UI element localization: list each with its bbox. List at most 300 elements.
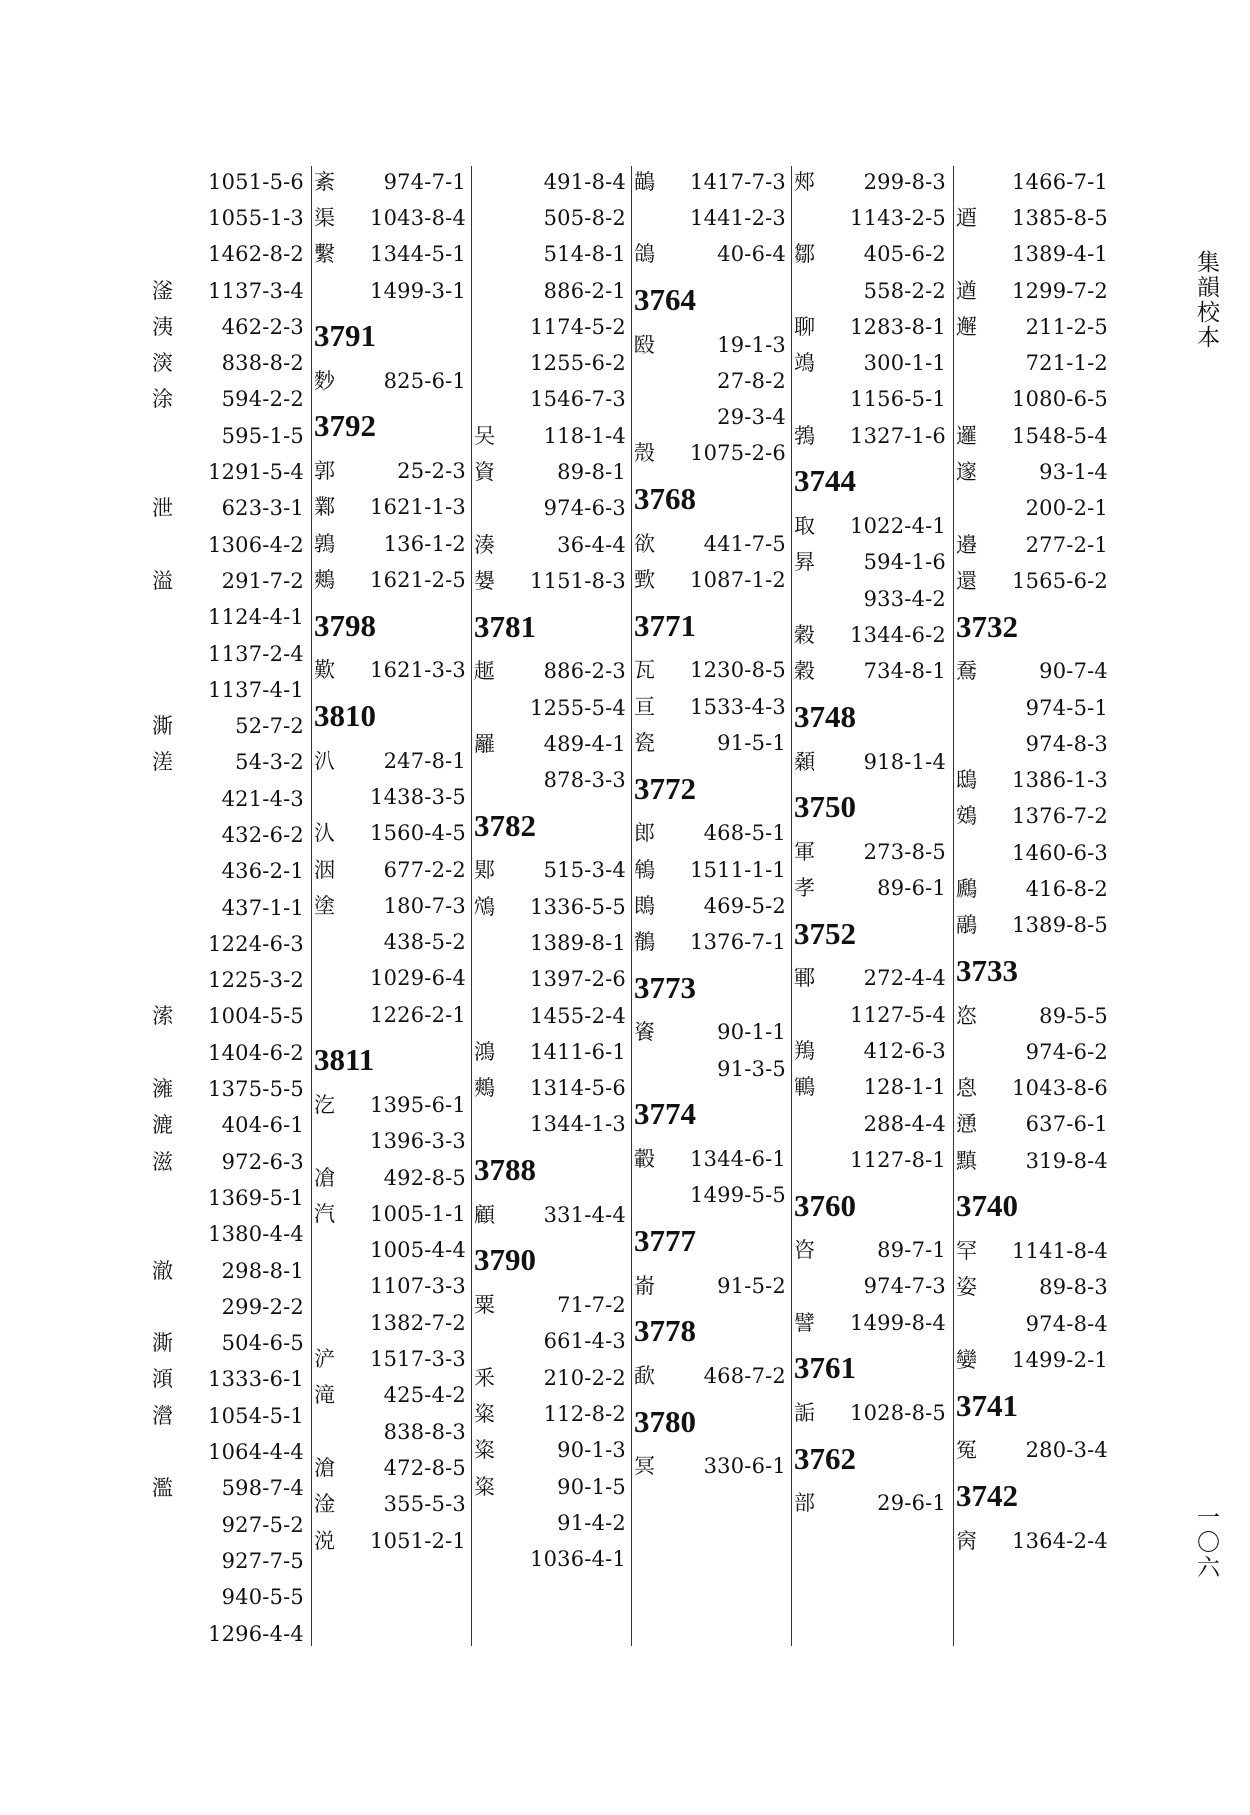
index-entry bbox=[794, 1486, 954, 1522]
entry-reference: 594-1-6 bbox=[863, 550, 946, 575]
entry-reference: 1005-4-4 bbox=[370, 1238, 466, 1263]
entry-reference: 1517-3-3 bbox=[370, 1347, 466, 1372]
index-entry bbox=[474, 1469, 634, 1505]
index-entry bbox=[634, 526, 794, 562]
entry-character: 欲 bbox=[634, 531, 655, 556]
index-entry bbox=[314, 237, 474, 273]
index-entry bbox=[794, 834, 954, 870]
entry-character: 滏 bbox=[152, 278, 173, 303]
index-entry bbox=[956, 273, 1116, 309]
index-entry bbox=[152, 1580, 312, 1616]
entry-character: 邃 bbox=[956, 460, 977, 485]
entry-character: 澈 bbox=[152, 1258, 173, 1283]
index-entry bbox=[474, 1034, 634, 1070]
section-heading: 3772 bbox=[634, 770, 696, 806]
entry-reference: 491-8-4 bbox=[543, 169, 626, 194]
entry-character: 鴿 bbox=[634, 242, 655, 267]
index-entry bbox=[152, 164, 312, 200]
entry-character: 㕦 bbox=[474, 423, 495, 448]
index-entry bbox=[152, 1071, 312, 1107]
index-entry bbox=[152, 1471, 312, 1507]
entry-reference: 52-7-2 bbox=[235, 714, 304, 739]
entry-character: 溠 bbox=[152, 750, 173, 775]
entry-character: 鴾 bbox=[634, 857, 655, 882]
entry-reference: 1404-6-2 bbox=[208, 1040, 304, 1065]
index-entry bbox=[152, 708, 312, 744]
entry-reference: 441-7-5 bbox=[703, 531, 786, 556]
entry-reference: 118-1-4 bbox=[543, 423, 626, 448]
entry-character: 釆 bbox=[474, 1365, 495, 1390]
entry-reference: 878-3-3 bbox=[543, 768, 626, 793]
index-entry bbox=[956, 998, 1116, 1034]
index-entry bbox=[314, 164, 474, 200]
section-heading: 3741 bbox=[956, 1387, 1018, 1423]
index-entry bbox=[152, 817, 312, 853]
index-entry bbox=[956, 1233, 1116, 1269]
index-entry bbox=[956, 418, 1116, 454]
index-entry bbox=[474, 962, 634, 998]
index-entry bbox=[314, 490, 474, 526]
entry-reference: 594-2-2 bbox=[221, 387, 304, 412]
entry-character: 鄒 bbox=[794, 242, 815, 267]
entry-character: 鶤 bbox=[794, 1075, 815, 1100]
entry-reference: 277-2-1 bbox=[1025, 532, 1108, 557]
entry-reference: 89-8-3 bbox=[1039, 1275, 1108, 1300]
entry-character: 涂 bbox=[152, 387, 173, 412]
entry-character: 澭 bbox=[152, 1077, 173, 1102]
index-entry bbox=[634, 653, 794, 689]
index-entry bbox=[956, 382, 1116, 418]
entry-reference: 1380-4-4 bbox=[208, 1222, 304, 1247]
entry-reference: 1327-1-6 bbox=[850, 423, 946, 448]
index-entry bbox=[794, 961, 954, 997]
entry-character: 鷞 bbox=[474, 1076, 495, 1101]
index-entry bbox=[956, 345, 1116, 381]
entry-reference: 25-2-3 bbox=[397, 459, 466, 484]
index-entry bbox=[474, 418, 634, 454]
index-entry bbox=[474, 1396, 634, 1432]
index-entry bbox=[634, 725, 794, 761]
entry-reference: 489-4-1 bbox=[543, 731, 626, 756]
index-entry bbox=[956, 309, 1116, 345]
index-entry bbox=[474, 1360, 634, 1396]
entry-reference: 1036-4-1 bbox=[530, 1547, 626, 1572]
entry-reference: 1064-4-4 bbox=[208, 1440, 304, 1465]
index-entry bbox=[152, 890, 312, 926]
entry-character: 鶓 bbox=[634, 169, 655, 194]
entry-reference: 128-1-1 bbox=[863, 1075, 946, 1100]
index-entry bbox=[152, 1180, 312, 1216]
entry-character: 涚 bbox=[314, 1528, 335, 1553]
entry-reference: 1029-6-4 bbox=[370, 966, 466, 991]
entry-character: 嫢 bbox=[474, 568, 495, 593]
index-entry bbox=[634, 1051, 794, 1087]
entry-character: 餈 bbox=[634, 1020, 655, 1045]
index-entry bbox=[314, 1124, 474, 1160]
entry-reference: 1382-7-2 bbox=[370, 1310, 466, 1335]
index-entry bbox=[474, 762, 634, 798]
entry-reference: 438-5-2 bbox=[383, 930, 466, 955]
index-entry bbox=[794, 508, 954, 544]
index-entry bbox=[634, 1141, 794, 1177]
entry-reference: 1124-4-1 bbox=[208, 605, 304, 630]
index-entry bbox=[314, 816, 474, 852]
entry-character: 鴗 bbox=[794, 351, 815, 376]
entry-reference: 1137-2-4 bbox=[208, 641, 304, 666]
index-entry bbox=[956, 200, 1116, 236]
entry-reference: 93-1-4 bbox=[1039, 460, 1108, 485]
entry-reference: 288-4-4 bbox=[863, 1111, 946, 1136]
index-entry bbox=[474, 998, 634, 1034]
index-entry bbox=[956, 1071, 1116, 1107]
index-entry bbox=[152, 273, 312, 309]
entry-reference: 838-8-3 bbox=[383, 1419, 466, 1444]
entry-character: 窉 bbox=[956, 1528, 977, 1553]
index-entry bbox=[152, 745, 312, 781]
entry-reference: 1462-8-2 bbox=[208, 242, 304, 267]
index-entry bbox=[152, 1108, 312, 1144]
index-entry bbox=[474, 237, 634, 273]
section-heading: 3771 bbox=[634, 607, 696, 643]
entry-reference: 425-4-2 bbox=[383, 1383, 466, 1408]
entry-reference: 1043-8-4 bbox=[370, 205, 466, 230]
index-entry bbox=[152, 1217, 312, 1253]
index-entry bbox=[634, 200, 794, 236]
entry-reference: 1299-7-2 bbox=[1012, 278, 1108, 303]
index-entry bbox=[474, 164, 634, 200]
entry-character: 䞪 bbox=[474, 659, 495, 684]
entry-character: 湊 bbox=[474, 532, 495, 557]
entry-reference: 1511-1-1 bbox=[690, 857, 786, 882]
index-entry bbox=[956, 726, 1116, 762]
entry-reference: 89-6-1 bbox=[877, 876, 946, 901]
index-entry bbox=[474, 454, 634, 490]
index-entry bbox=[314, 997, 474, 1033]
entry-reference: 40-6-4 bbox=[717, 242, 786, 267]
entry-character: 咨 bbox=[794, 1238, 815, 1263]
entry-character: 䍦 bbox=[474, 731, 495, 756]
entry-character: 滋 bbox=[152, 1149, 173, 1174]
entry-reference: 280-3-4 bbox=[1025, 1438, 1108, 1463]
entry-reference: 437-1-1 bbox=[221, 895, 304, 920]
index-entry bbox=[314, 1378, 474, 1414]
section-heading: 3762 bbox=[794, 1440, 856, 1476]
entry-reference: 89-8-1 bbox=[557, 460, 626, 485]
index-entry bbox=[152, 1326, 312, 1362]
section-heading: 3760 bbox=[794, 1187, 856, 1223]
section-heading: 3740 bbox=[956, 1188, 1018, 1224]
index-entry bbox=[474, 527, 634, 563]
entry-character: 譬 bbox=[794, 1310, 815, 1335]
entry-character: 滄 bbox=[314, 1455, 335, 1480]
entry-character: 汃 bbox=[314, 748, 335, 773]
entry-reference: 436-2-1 bbox=[221, 859, 304, 884]
entry-reference: 319-8-4 bbox=[1025, 1148, 1108, 1173]
index-entry bbox=[474, 853, 634, 889]
section-heading: 3777 bbox=[634, 1222, 696, 1258]
entry-character: 孌 bbox=[956, 1347, 977, 1372]
entry-reference: 247-8-1 bbox=[383, 748, 466, 773]
index-entry bbox=[314, 363, 474, 399]
index-entry bbox=[634, 888, 794, 924]
entry-character: 㴱 bbox=[152, 351, 173, 376]
index-entry bbox=[314, 562, 474, 598]
index-entry bbox=[152, 781, 312, 817]
entry-character: 洇 bbox=[314, 857, 335, 882]
entry-reference: 1087-1-2 bbox=[690, 568, 786, 593]
entry-character: 部 bbox=[794, 1491, 815, 1516]
section-heading: 3810 bbox=[314, 697, 376, 733]
index-entry bbox=[956, 1107, 1116, 1143]
index-entry bbox=[152, 527, 312, 563]
entry-character: 邏 bbox=[956, 423, 977, 448]
entry-reference: 505-8-2 bbox=[543, 205, 626, 230]
entry-reference: 1051-2-1 bbox=[370, 1528, 466, 1553]
index-entry bbox=[634, 399, 794, 435]
entry-character: 逎 bbox=[956, 205, 977, 230]
index-entry bbox=[956, 690, 1116, 726]
entry-character: 凔 bbox=[314, 1165, 335, 1190]
index-entry bbox=[956, 871, 1116, 907]
index-entry bbox=[314, 1196, 474, 1232]
entry-character: 軍 bbox=[794, 839, 815, 864]
section-heading: 3742 bbox=[956, 1477, 1018, 1513]
entry-character: 溹 bbox=[152, 1004, 173, 1029]
index-entry bbox=[794, 237, 954, 273]
index-entry bbox=[794, 617, 954, 653]
index-entry bbox=[794, 273, 954, 309]
entry-character: 粢 bbox=[474, 1474, 495, 1499]
entry-reference: 972-6-3 bbox=[221, 1149, 304, 1174]
entry-reference: 468-7-2 bbox=[703, 1363, 786, 1388]
index-entry bbox=[474, 1071, 634, 1107]
entry-character: 昪 bbox=[794, 550, 815, 575]
entry-character: 滝 bbox=[314, 1383, 335, 1408]
index-entry bbox=[956, 1270, 1116, 1306]
section-heading: 3778 bbox=[634, 1313, 696, 1349]
entry-reference: 71-7-2 bbox=[557, 1293, 626, 1318]
index-entry bbox=[314, 1414, 474, 1450]
column-divider bbox=[791, 166, 792, 1646]
entry-reference: 1336-5-5 bbox=[530, 894, 626, 919]
index-entry bbox=[634, 1358, 794, 1394]
index-entry bbox=[634, 327, 794, 363]
entry-reference: 940-5-5 bbox=[221, 1585, 304, 1610]
entry-character: 詬 bbox=[794, 1401, 815, 1426]
entry-reference: 886-2-3 bbox=[543, 659, 626, 684]
entry-character: 顧 bbox=[474, 1202, 495, 1227]
entry-reference: 421-4-3 bbox=[221, 786, 304, 811]
index-entry bbox=[152, 854, 312, 890]
index-entry bbox=[956, 527, 1116, 563]
index-entry bbox=[794, 1269, 954, 1305]
entry-reference: 734-8-1 bbox=[863, 659, 946, 684]
entry-reference: 472-8-5 bbox=[383, 1455, 466, 1480]
index-entry bbox=[474, 654, 634, 690]
entry-reference: 1022-4-1 bbox=[850, 514, 946, 539]
index-column-5 bbox=[794, 164, 954, 1522]
index-entry bbox=[474, 1433, 634, 1469]
section-heading: 3774 bbox=[634, 1096, 696, 1132]
entry-character: 澌 bbox=[152, 1331, 173, 1356]
index-entry bbox=[474, 1287, 634, 1323]
entry-reference: 1389-8-1 bbox=[530, 930, 626, 955]
section-heading: 3798 bbox=[314, 607, 376, 643]
entry-reference: 1005-1-1 bbox=[370, 1201, 466, 1226]
index-entry bbox=[474, 1324, 634, 1360]
entry-character: 鶺 bbox=[634, 930, 655, 955]
index-entry bbox=[474, 690, 634, 726]
index-entry bbox=[314, 1160, 474, 1196]
entry-reference: 211-2-5 bbox=[1025, 314, 1108, 339]
index-entry bbox=[152, 382, 312, 418]
entry-character: 鴟 bbox=[956, 768, 977, 793]
section-heading: 3790 bbox=[474, 1242, 536, 1278]
entry-reference: 200-2-1 bbox=[1025, 496, 1108, 521]
entry-reference: 1460-6-3 bbox=[1012, 840, 1108, 865]
index-entry bbox=[152, 1289, 312, 1325]
column-divider bbox=[311, 166, 312, 1646]
entry-reference: 273-8-5 bbox=[863, 839, 946, 864]
entry-character: 邉 bbox=[956, 532, 977, 557]
column-divider bbox=[953, 166, 954, 1646]
entry-character: 殼 bbox=[634, 441, 655, 466]
entry-reference: 416-8-2 bbox=[1025, 876, 1108, 901]
entry-reference: 1283-8-1 bbox=[850, 314, 946, 339]
entry-reference: 331-4-4 bbox=[543, 1202, 626, 1227]
section-heading: 3791 bbox=[314, 318, 376, 354]
index-entry bbox=[634, 816, 794, 852]
index-entry bbox=[794, 581, 954, 617]
section-heading: 3744 bbox=[794, 463, 856, 499]
index-entry bbox=[152, 1035, 312, 1071]
entry-reference: 1255-6-2 bbox=[530, 351, 626, 376]
entry-reference: 89-7-1 bbox=[877, 1238, 946, 1263]
entry-reference: 1004-5-5 bbox=[208, 1004, 304, 1029]
entry-reference: 1127-8-1 bbox=[850, 1147, 946, 1172]
entry-character: 郭 bbox=[314, 459, 335, 484]
entry-reference: 1255-5-4 bbox=[530, 695, 626, 720]
index-entry bbox=[956, 1342, 1116, 1378]
index-entry bbox=[956, 762, 1116, 798]
section-heading: 3811 bbox=[314, 1042, 375, 1078]
entry-reference: 1411-6-1 bbox=[530, 1039, 626, 1064]
index-entry bbox=[634, 1178, 794, 1214]
entry-reference: 637-6-1 bbox=[1025, 1112, 1108, 1137]
index-entry bbox=[152, 563, 312, 599]
entry-character: 澌 bbox=[152, 714, 173, 739]
index-entry bbox=[474, 1107, 634, 1143]
index-entry bbox=[314, 1269, 474, 1305]
index-entry bbox=[314, 961, 474, 997]
entry-reference: 1296-4-4 bbox=[208, 1621, 304, 1646]
index-entry bbox=[474, 1542, 634, 1578]
section-heading: 3750 bbox=[794, 789, 856, 825]
entry-character: 殹 bbox=[634, 332, 655, 357]
index-entry bbox=[794, 997, 954, 1033]
index-entry bbox=[956, 1523, 1116, 1559]
entry-reference: 330-6-1 bbox=[703, 1454, 786, 1479]
index-entry bbox=[152, 454, 312, 490]
index-entry bbox=[152, 1144, 312, 1180]
index-entry bbox=[956, 908, 1116, 944]
index-entry bbox=[152, 491, 312, 527]
index-entry bbox=[956, 1143, 1116, 1179]
index-entry bbox=[794, 164, 954, 200]
index-entry bbox=[634, 1268, 794, 1304]
entry-reference: 1174-5-2 bbox=[530, 314, 626, 339]
entry-reference: 974-7-1 bbox=[383, 169, 466, 194]
index-entry bbox=[474, 1197, 634, 1233]
entry-reference: 1386-1-3 bbox=[1012, 768, 1108, 793]
entry-reference: 721-1-2 bbox=[1025, 351, 1108, 376]
entry-character: 渠 bbox=[314, 205, 335, 230]
entry-reference: 19-1-3 bbox=[717, 332, 786, 357]
entry-character: 澒 bbox=[152, 1367, 173, 1392]
index-entry bbox=[152, 1398, 312, 1434]
entry-reference: 298-8-1 bbox=[221, 1258, 304, 1283]
section-heading: 3781 bbox=[474, 608, 536, 644]
entry-character: 粟 bbox=[474, 1293, 495, 1318]
index-entry bbox=[956, 1306, 1116, 1342]
entry-reference: 27-8-2 bbox=[717, 368, 786, 393]
index-entry bbox=[314, 453, 474, 489]
index-entry bbox=[314, 1487, 474, 1523]
entry-reference: 504-6-5 bbox=[221, 1331, 304, 1356]
section-heading: 3780 bbox=[634, 1403, 696, 1439]
entry-reference: 1396-3-3 bbox=[370, 1129, 466, 1154]
index-entry bbox=[474, 309, 634, 345]
index-entry bbox=[314, 852, 474, 888]
entry-reference: 1438-3-5 bbox=[370, 784, 466, 809]
entry-reference: 1127-5-4 bbox=[850, 1002, 946, 1027]
index-entry bbox=[956, 454, 1116, 490]
index-entry bbox=[634, 852, 794, 888]
section-heading: 3748 bbox=[794, 698, 856, 734]
section-heading: 3752 bbox=[794, 915, 856, 951]
index-entry bbox=[634, 164, 794, 200]
index-entry bbox=[152, 672, 312, 708]
index-entry bbox=[314, 1341, 474, 1377]
index-entry bbox=[314, 1450, 474, 1486]
entry-character: 冤 bbox=[956, 1438, 977, 1463]
entry-reference: 299-2-2 bbox=[221, 1294, 304, 1319]
page-number: 一〇六 bbox=[1193, 1505, 1219, 1580]
entry-character: 遒 bbox=[956, 278, 977, 303]
entry-reference: 272-4-4 bbox=[863, 966, 946, 991]
entry-reference: 1389-4-1 bbox=[1012, 242, 1108, 267]
index-entry bbox=[956, 1433, 1116, 1469]
entry-reference: 90-7-4 bbox=[1039, 659, 1108, 684]
entry-reference: 90-1-1 bbox=[717, 1020, 786, 1045]
entry-reference: 90-1-3 bbox=[557, 1438, 626, 1463]
index-entry bbox=[794, 1395, 954, 1431]
entry-reference: 974-8-4 bbox=[1025, 1311, 1108, 1336]
index-entry bbox=[794, 1142, 954, 1178]
entry-reference: 661-4-3 bbox=[543, 1329, 626, 1354]
index-entry bbox=[794, 654, 954, 690]
entry-character: 粢 bbox=[474, 1438, 495, 1463]
entry-reference: 1291-5-4 bbox=[208, 460, 304, 485]
entry-character: 恣 bbox=[956, 1003, 977, 1028]
entry-reference: 515-3-4 bbox=[543, 858, 626, 883]
index-entry bbox=[794, 545, 954, 581]
index-entry bbox=[474, 1505, 634, 1541]
entry-reference: 1028-8-5 bbox=[850, 1401, 946, 1426]
index-entry bbox=[956, 799, 1116, 835]
entry-reference: 405-6-2 bbox=[863, 242, 946, 267]
entry-reference: 1364-2-4 bbox=[1012, 1528, 1108, 1553]
